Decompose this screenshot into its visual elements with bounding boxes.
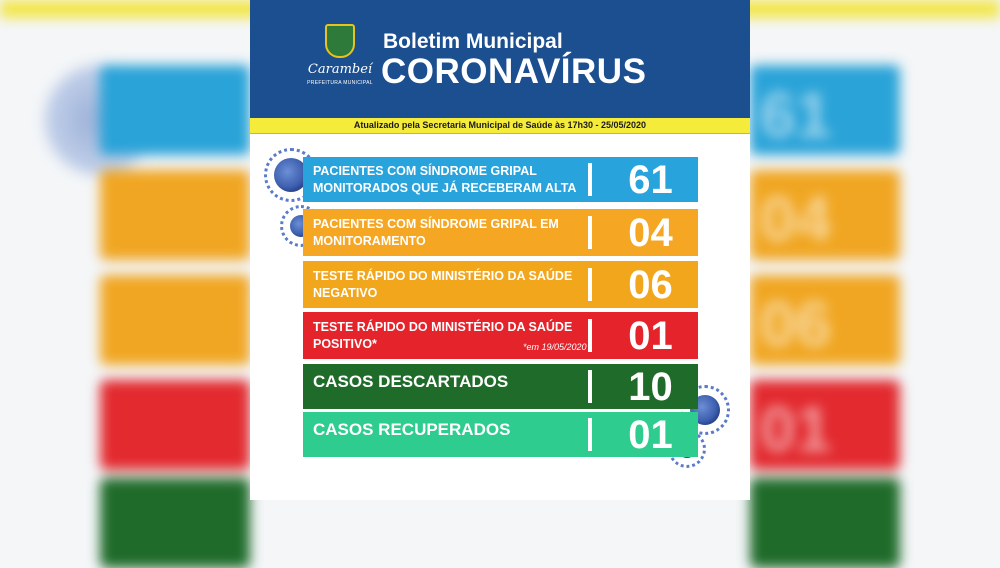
- background-block: [100, 380, 250, 470]
- stat-separator: [588, 163, 592, 196]
- bulletin-subject: CORONAVÍRUS: [381, 52, 647, 91]
- stat-row: [303, 157, 698, 202]
- background-block: [100, 275, 250, 365]
- bulletin-title: Boletim Municipal: [383, 30, 563, 53]
- municipal-logo: [305, 24, 375, 90]
- stat-label: CASOS RECUPERADOS: [313, 420, 511, 439]
- update-note: Atualizado pela Secretaria Municipal de Saúde às 17h30 - 25/05/2020: [353, 120, 647, 130]
- stat-value: 01: [628, 314, 673, 358]
- stat-label-line: MONITORAMENTO: [313, 234, 426, 248]
- background-number: 06: [760, 288, 832, 360]
- stat-label-line: PACIENTES COM SÍNDROME GRIPAL: [313, 164, 537, 178]
- stat-value: 61: [628, 158, 673, 202]
- background-number: 01: [760, 393, 832, 465]
- stat-label: [313, 163, 576, 197]
- stat-label-line: MONITORADOS QUE JÁ RECEBERAM ALTA: [313, 181, 577, 195]
- stat-label-line: NEGATIVO: [313, 286, 378, 300]
- background-block: [750, 478, 900, 568]
- stat-separator: [588, 370, 592, 403]
- stat-row: [303, 312, 698, 359]
- stat-value: 10: [628, 365, 673, 409]
- bulletin-poster: [250, 0, 750, 500]
- stat-label-line: TESTE RÁPIDO DO MINISTÉRIO DA SAÚDE: [313, 269, 573, 283]
- stat-row: [303, 261, 698, 308]
- stat-separator: [588, 216, 592, 249]
- stat-label-line: TESTE RÁPIDO DO MINISTÉRIO DA SAÚDE: [313, 320, 573, 334]
- bulletin-header: [250, 0, 750, 118]
- stat-label: [313, 268, 572, 302]
- stat-label-line: PACIENTES COM SÍNDROME GRIPAL EM: [313, 217, 559, 231]
- stat-label: [313, 216, 559, 250]
- stat-row: [303, 412, 698, 457]
- background-block: [100, 170, 250, 260]
- coat-of-arms-icon: [325, 24, 355, 58]
- background-number: 61: [760, 79, 832, 151]
- update-bar: [250, 118, 750, 134]
- logo-subtitle: PREFEITURA MUNICIPAL: [307, 80, 373, 86]
- stat-separator: [588, 418, 592, 451]
- background-block: [100, 478, 250, 568]
- background-number: 04: [760, 183, 832, 255]
- stat-label-line: POSITIVO*: [313, 337, 377, 351]
- stat-label: CASOS DESCARTADOS: [313, 372, 509, 391]
- stat-value: 04: [628, 211, 673, 255]
- background-block: [100, 65, 250, 155]
- stat-row: [303, 209, 698, 256]
- stat-separator: [588, 319, 592, 352]
- stat-footnote: *em 19/05/2020: [523, 342, 587, 352]
- stat-separator: [588, 268, 592, 301]
- logo-city-name: Carambeí: [307, 62, 373, 77]
- stat-row: [303, 364, 698, 409]
- stat-value: 01: [628, 413, 673, 457]
- stat-value: 06: [628, 263, 673, 307]
